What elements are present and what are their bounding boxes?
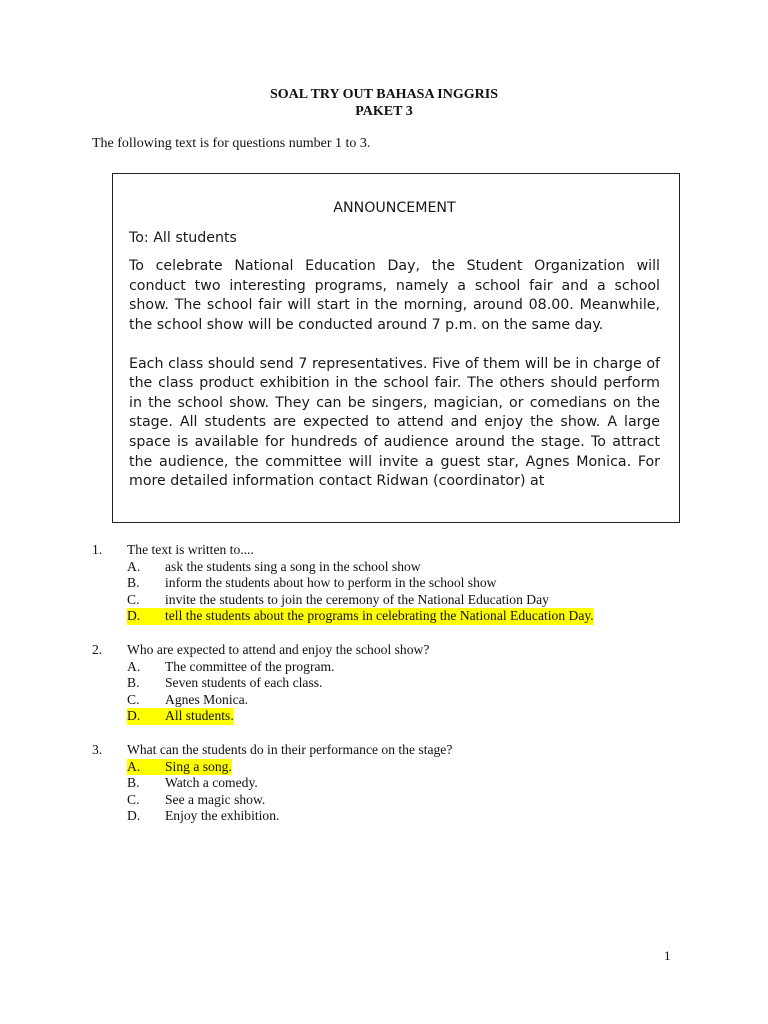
option-text: See a magic show. bbox=[165, 791, 266, 807]
question-text: Who are expected to attend and enjoy the school show? bbox=[127, 641, 430, 657]
option-c bbox=[92, 692, 594, 709]
option-text: All students. bbox=[165, 708, 234, 724]
option-c bbox=[92, 792, 594, 809]
intro-text: The following text is for questions number 1 to 3. bbox=[92, 136, 371, 151]
question-text: The text is written to.... bbox=[127, 542, 254, 557]
question-3 bbox=[92, 742, 594, 825]
announcement-recipient: To: All students bbox=[129, 229, 237, 246]
question-number: 3. bbox=[92, 741, 103, 757]
page-number: 1 bbox=[664, 948, 671, 963]
option-letter: B. bbox=[127, 675, 140, 691]
option-b bbox=[92, 675, 594, 692]
option-a bbox=[92, 659, 594, 676]
option-c bbox=[92, 592, 594, 609]
option-letter: D. bbox=[127, 808, 141, 824]
option-letter: A. bbox=[127, 759, 165, 776]
option-letter: D. bbox=[127, 708, 165, 725]
option-d-highlighted bbox=[92, 708, 594, 725]
option-letter: C. bbox=[127, 591, 140, 607]
option-text: invite the students to join the ceremony of the National Education Day bbox=[165, 591, 549, 607]
option-b bbox=[92, 575, 594, 592]
question-list bbox=[92, 542, 594, 842]
option-text: ask the students sing a song in the school show bbox=[165, 558, 421, 574]
document-subtitle: PAKET 3 bbox=[355, 104, 413, 119]
option-letter: B. bbox=[127, 575, 140, 591]
announcement-box bbox=[112, 173, 680, 523]
option-text: Sing a song. bbox=[165, 758, 232, 774]
option-text: inform the students about how to perform in the school show bbox=[165, 575, 497, 591]
option-letter: A. bbox=[127, 658, 141, 674]
question-1 bbox=[92, 542, 594, 625]
option-letter: D. bbox=[127, 608, 165, 625]
document-title: SOAL TRY OUT BAHASA INGGRIS bbox=[270, 87, 498, 102]
option-text: Agnes Monica. bbox=[165, 691, 249, 707]
option-d-highlighted bbox=[92, 608, 594, 625]
option-letter: C. bbox=[127, 791, 140, 807]
announcement-paragraph-1: To celebrate National Education Day, the Student Organization will conduct two interesting programs, namely a school fair and a school show. The school fair will start in the morning, around 08.00. Meanwhile, the school show will be conducted around 7 p.m. on the same day. bbox=[129, 258, 660, 333]
option-letter: C. bbox=[127, 691, 140, 707]
option-letter: B. bbox=[127, 775, 140, 791]
option-text: Watch a comedy. bbox=[165, 775, 258, 791]
option-text: Seven students of each class. bbox=[165, 675, 323, 691]
option-d bbox=[92, 808, 594, 825]
announcement-box-bottom-edge bbox=[112, 522, 680, 523]
option-text: The committee of the program. bbox=[165, 658, 335, 674]
option-a bbox=[92, 559, 594, 576]
question-text: What can the students do in their performance on the stage? bbox=[127, 741, 453, 757]
option-text: tell the students about the programs in celebrating the National Education Day. bbox=[165, 608, 594, 624]
question-2 bbox=[92, 642, 594, 725]
option-letter: A. bbox=[127, 558, 141, 574]
announcement-heading: ANNOUNCEMENT bbox=[333, 200, 456, 216]
announcement-paragraph-2: Each class should send 7 representatives. Five of them will be in charge of the class product exhibition in the school fair. The others should perform in the school show. They can be singers, magician, or comedians on the stage. All students are expected to attend and enjoy the show. A large space is available for hundreds of audience around the stage. To attract the audience, the committee will invite a guest star, Agnes Monica. For more detailed information contact Ridwan (coordinator) at bbox=[129, 355, 660, 490]
option-text: Enjoy the exhibition. bbox=[165, 808, 280, 824]
question-number: 1. bbox=[92, 542, 103, 557]
question-number: 2. bbox=[92, 641, 103, 657]
option-a-highlighted bbox=[92, 759, 594, 776]
option-b bbox=[92, 775, 594, 792]
